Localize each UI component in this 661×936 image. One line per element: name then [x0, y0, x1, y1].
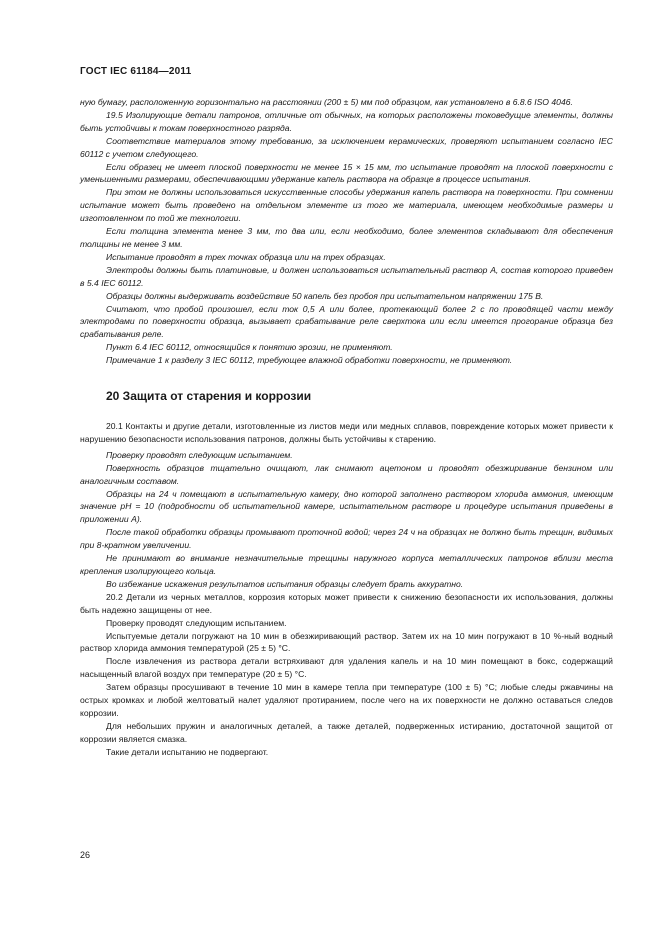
note-paragraph: Примечание 1 к разделу 3 IEC 60112, требующее влажной обработки поверхности, не применяют.: [106, 355, 513, 366]
page-number: 26: [80, 850, 91, 860]
paragraph: ную бумагу, расположенную горизонтально на расстоянии (200 ± 5) мм под образцом, как установлено в 6.8.6 ISO 4046.: [80, 97, 573, 107]
paragraph: 19.5 Изолирующие детали патронов, отличные от обычных, на которых расположены токоведущие элементы, должны быть устойчивы к токам поверхностного разряда.: [80, 109, 613, 133]
paragraph: Такие детали испытанию не подвергают.: [106, 746, 269, 757]
document-header: ГОСТ IEC 61184—2011: [80, 66, 192, 77]
paragraph: Если образец не имеет плоской поверхности не менее 15 × 15 мм, то испытание проводят на плоской поверхности с уменьшенными размерами, обеспечивающими удержание капель раствора на образце в процессе испытания.: [80, 161, 613, 185]
paragraph: Считают, что пробой произошел, если ток 0,5 А или более, протекающий более 2 с по проводящей части между электродами по поверхности образца, вызывает срабатывание реле сверхтока или если имеется прогорание образца без срабатывания реле.: [80, 303, 613, 340]
paragraph: 20.2 Детали из черных металлов, коррозия которых может привести к снижению безопасности их использования, должны быть надежно защищены от нее.: [80, 591, 613, 615]
paragraph: Пункт 6.4 IEC 60112, относящийся к понятию эрозии, не применяют.: [106, 342, 393, 353]
paragraph: Образцы на 24 ч помещают в испытательную камеру, дно которой заполнено раствором хлорида аммония, имеющим значение pH = 10 (подробности об испытательной камере, испытательном растворе и процедуре испытания приведены в приложении A).: [80, 488, 613, 525]
paragraph: Затем образцы просушивают в течение 10 мин в камере тепла при температуре (100 ± 5) °C; любые следы ржавчины на острых кромках и любой желтоватый налет удаляют протиранием, после чего на их поверхности не должно оставаться следов коррозии.: [80, 682, 613, 718]
paragraph: Испытуемые детали погружают на 10 мин в обезжиривающий раствор. Затем их на 10 мин погружают в 10 %-ный водный раствор хлорида аммония температурой (25 ± 5) °C.: [80, 630, 613, 654]
paragraph: Во избежание искажения результатов испытания образцы следует брать аккуратно.: [106, 578, 464, 589]
paragraph: Не принимают во внимание незначительные трещины наружного корпуса металлических патронов вблизи места крепления изолирующего кольца.: [80, 553, 613, 576]
paragraph: Испытание проводят в трех точках образца или на трех образцах.: [106, 251, 386, 262]
section-title: 20 Защита от старения и коррозии: [106, 389, 312, 404]
paragraph: Проверку проводят следующим испытанием.: [106, 617, 287, 628]
paragraph: Поверхность образцов тщательно очищают, лак снимают ацетоном и проводят обезжиривание бензином или аналогичным составом.: [80, 462, 613, 486]
paragraph: Если толщина элемента менее 3 мм, то два или, если необходимо, более элементов складывают для обеспечения толщины не менее 3 мм.: [80, 226, 613, 249]
paragraph: 20.1 Контакты и другие детали, изготовленные из листов меди или медных сплавов, повреждение которых может привести к нарушению безопасности использования патронов, должны быть устойчивы к старению.: [80, 421, 613, 444]
paragraph: При этом не должны использоваться искусственные способы удержания капель раствора на поверхности. При сомнении испытание может быть проведено на отдельном элементе из того же материала, имеющем необходимые размеры и изготовленном по той же технологии.: [80, 187, 613, 224]
paragraph: Проверку проводят следующим испытанием.: [106, 449, 293, 460]
page-body: [80, 96, 613, 759]
paragraph: Образцы должны выдерживать воздействие 50 капель без пробоя при испытательном напряжении 175 В.: [106, 290, 544, 301]
paragraph: Для небольших пружин и аналогичных деталей, а также деталей, подверженных истиранию, достаточной защитой от коррозии является смазка.: [80, 720, 613, 744]
paragraph: Электроды должны быть платиновые, и должен использоваться испытательный раствор A, состав которого приведен в 5.4 IEC 60112.: [80, 264, 613, 288]
paragraph: После такой обработки образцы промывают проточной водой; через 24 ч на образцах не должно быть трещин, видимых при 8-кратном увеличении.: [80, 527, 613, 551]
paragraph: Соответствие материалов этому требованию, за исключением керамических, проверяют испытанием согласно IEC 60112 с учетом следующего.: [80, 135, 613, 159]
paragraph: После извлечения из раствора детали встряхивают для удаления капель и на 10 мин помещают в бокс, содержащий насыщенный влагой воздух при температуре (20 ± 5) °C.: [80, 656, 613, 680]
